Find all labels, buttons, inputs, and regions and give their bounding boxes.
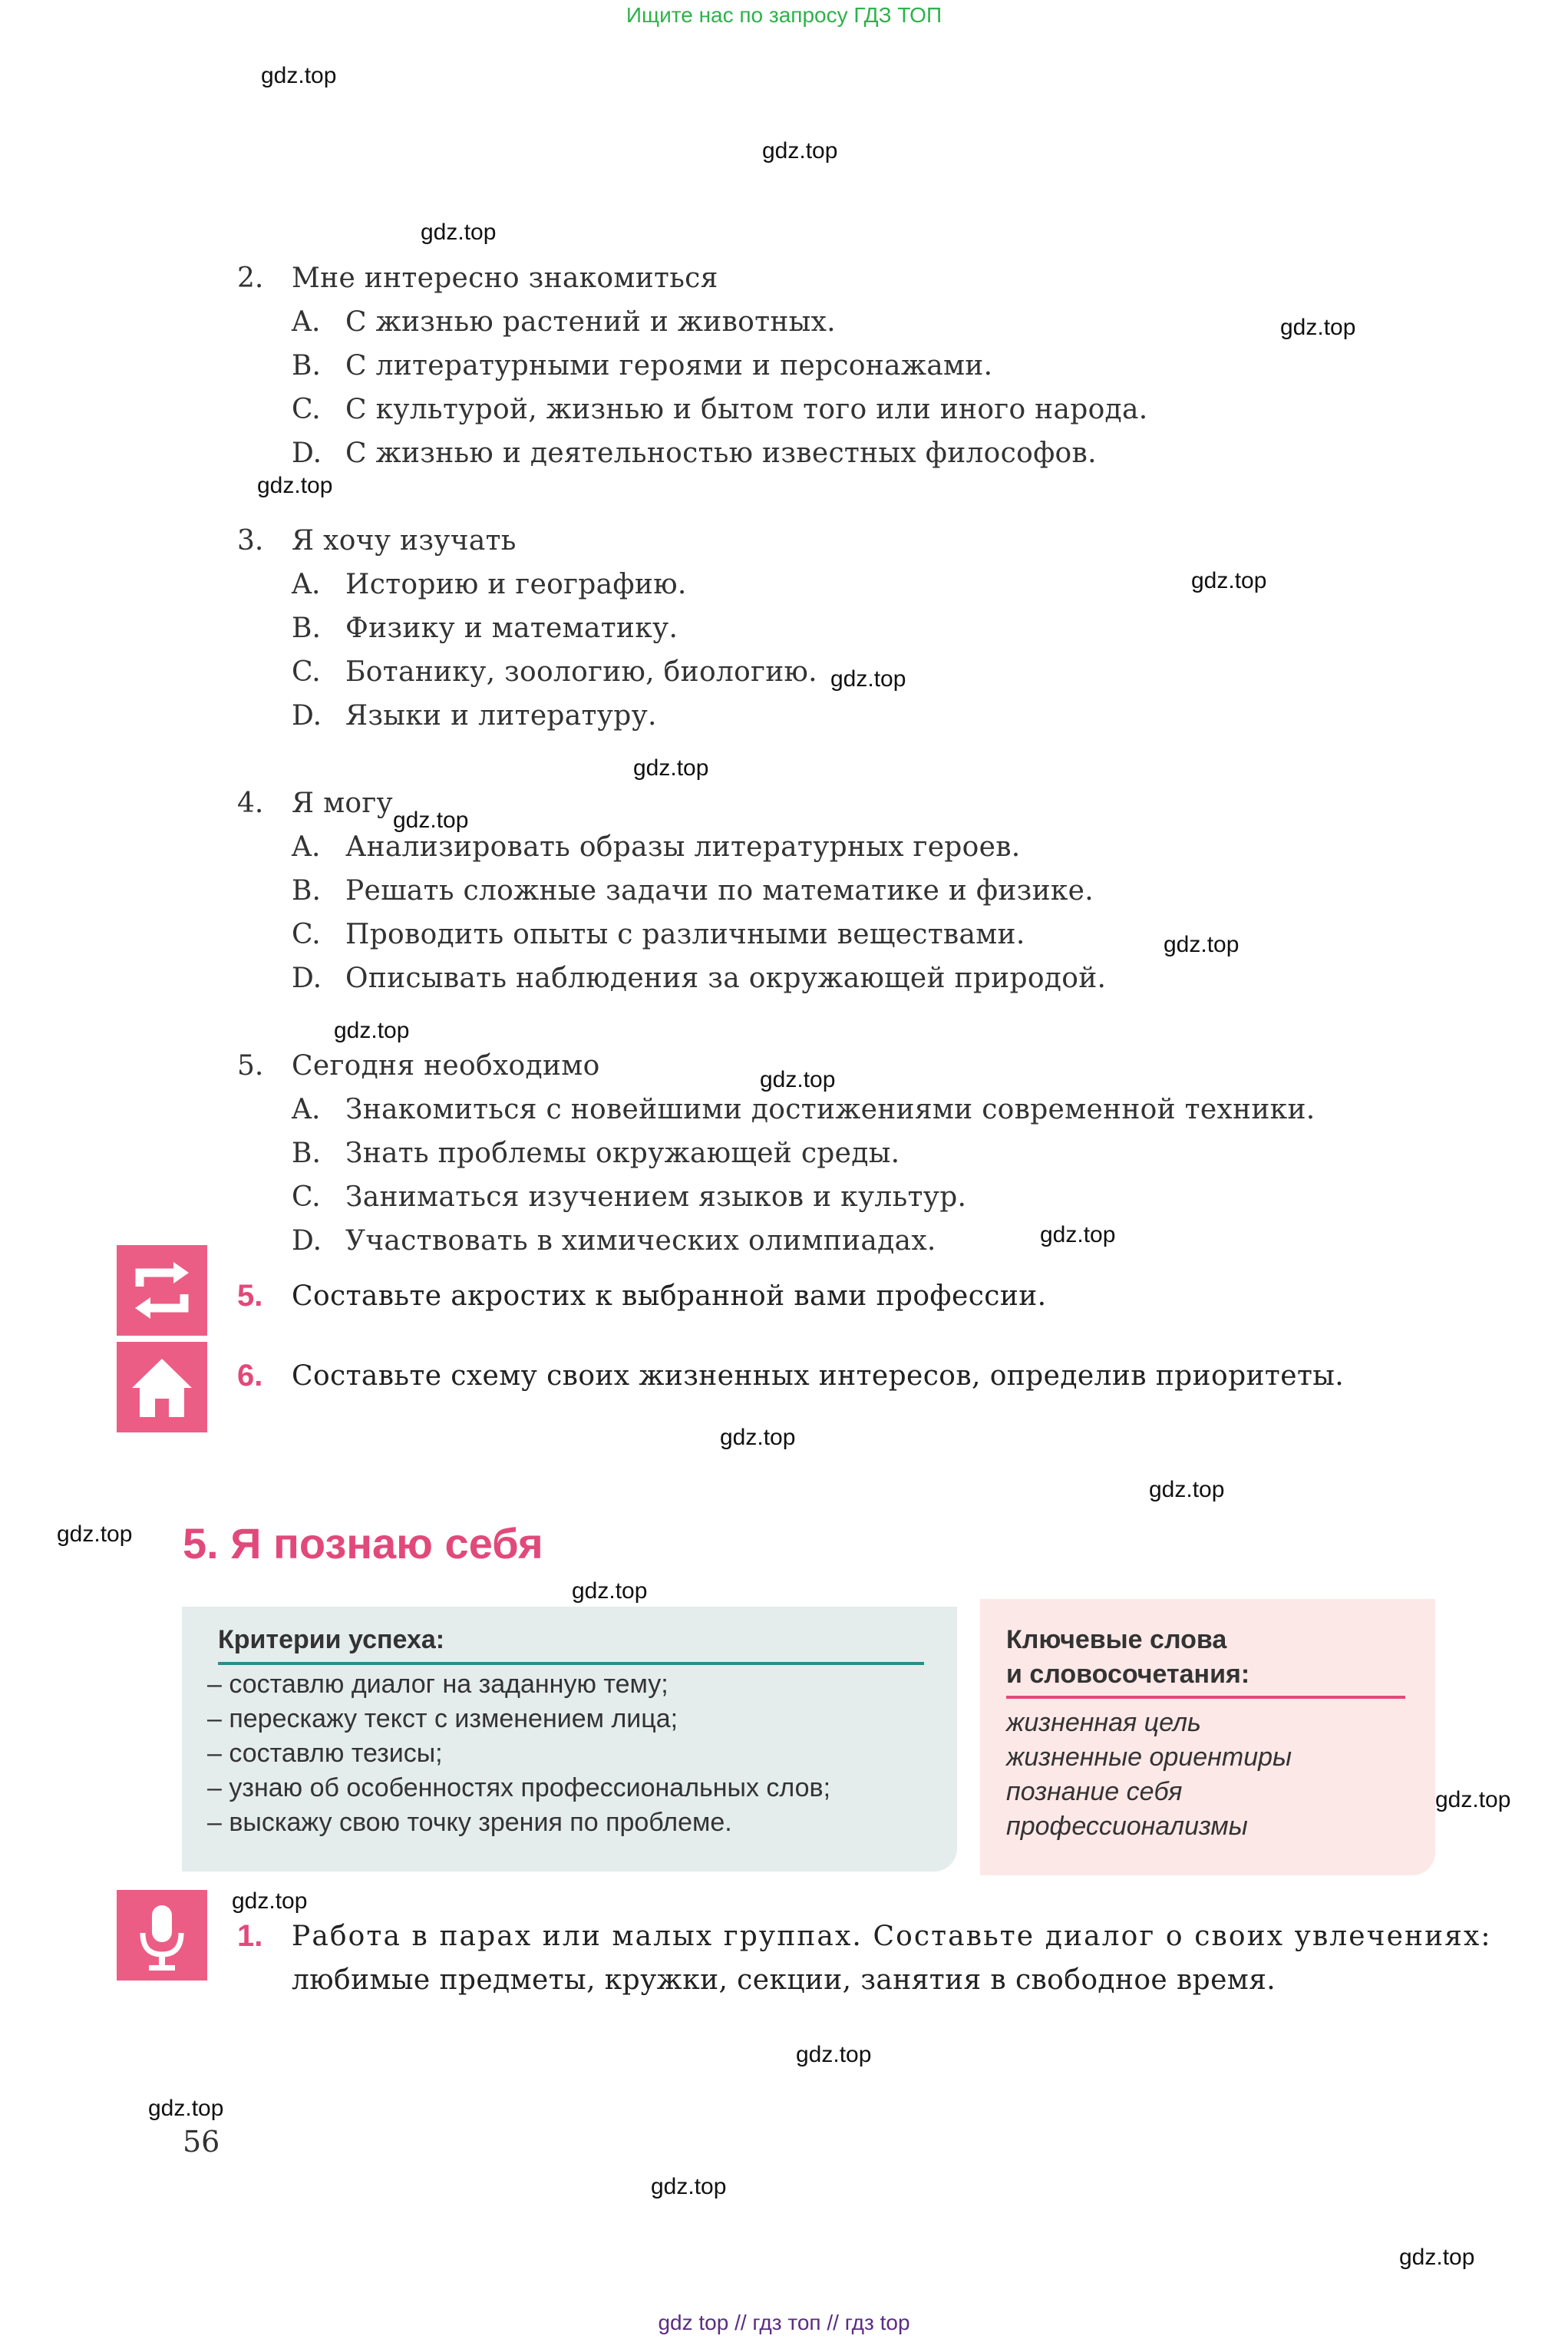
option-text: С литературными героями и персонажами. <box>345 350 993 382</box>
page-number: 56 <box>183 2125 220 2159</box>
option-letter: D. <box>292 700 322 732</box>
keyword-item: жизненная цель <box>1006 1708 1201 1737</box>
top-banner[interactable]: Ищите нас по запросу ГДЗ ТОП <box>626 3 942 27</box>
keywords-underline <box>1006 1696 1405 1699</box>
criteria-underline <box>218 1662 924 1665</box>
keywords-title-line2: и словосочетания: <box>1006 1660 1250 1689</box>
criteria-item: – узнаю об особенностях профессиональных слов; <box>207 1773 831 1802</box>
question-text: Я могу <box>292 788 394 819</box>
option-text: Знать проблемы окружающей среды. <box>345 1138 900 1169</box>
option-text: Решать сложные задачи по математике и физике. <box>345 875 1094 907</box>
task-text: Составьте акростих к выбранной вами профессии. <box>292 1280 1047 1312</box>
keyword-item: познание себя <box>1006 1777 1183 1806</box>
option-letter: A. <box>292 1094 321 1125</box>
option-letter: D. <box>292 963 322 994</box>
question-number: 5. <box>237 1050 264 1082</box>
keyword-item: жизненные ориентиры <box>1006 1743 1292 1772</box>
home-icon <box>117 1342 207 1432</box>
task-text: Составьте схему своих жизненных интересов, определив приоритеты. <box>292 1360 1345 1392</box>
option-letter: B. <box>292 613 321 644</box>
criteria-item: – перескажу текст с изменением лица; <box>207 1704 678 1733</box>
watermark: gdz.top <box>232 1888 308 1914</box>
option-letter: D. <box>292 1225 322 1257</box>
footer-links[interactable]: gdz top // гдз топ // гдз top <box>658 2311 910 2334</box>
option-text: Описывать наблюдения за окружающей природой. <box>345 963 1107 994</box>
option-letter: C. <box>292 394 321 425</box>
watermark: gdz.top <box>1164 932 1240 957</box>
keyword-item: профессионализмы <box>1006 1812 1248 1841</box>
watermark: gdz.top <box>830 666 906 692</box>
section-title: 5. Я познаю себя <box>183 1519 543 1568</box>
watermark: gdz.top <box>1280 315 1356 340</box>
option-letter: A. <box>292 569 321 600</box>
question-number: 4. <box>237 788 264 819</box>
option-letter: B. <box>292 350 321 382</box>
watermark: gdz.top <box>334 1018 410 1043</box>
option-letter: C. <box>292 656 321 688</box>
watermark: gdz.top <box>572 1578 648 1604</box>
keywords-title-line1: Ключевые слова <box>1006 1625 1227 1654</box>
question-text: Сегодня необходимо <box>292 1050 600 1082</box>
task-text-line1: Работа в парах или малых группах. Составьте диалог о своих увлечениях: <box>292 1921 1492 1952</box>
option-text: Физику и математику. <box>345 613 678 644</box>
watermark: gdz.top <box>261 63 337 88</box>
option-text: Участвовать в химических олимпиадах. <box>345 1225 936 1257</box>
option-letter: A. <box>292 306 321 338</box>
watermark: gdz.top <box>796 2042 872 2067</box>
watermark: gdz.top <box>1040 1222 1116 1247</box>
criteria-panel <box>182 1607 957 1872</box>
option-text: Проводить опыты с различными веществами. <box>345 919 1025 950</box>
task-number: 5. <box>237 1279 263 1313</box>
option-letter: C. <box>292 1181 321 1213</box>
option-letter: D. <box>292 438 322 469</box>
option-text: Ботанику, зоологию, биологию. <box>345 656 817 688</box>
option-letter: B. <box>292 1138 321 1169</box>
question-text: Я хочу изучать <box>292 525 517 557</box>
task-text-line2: любимые предметы, кружки, секции, занятия в свободное время. <box>292 1964 1276 1996</box>
watermark: gdz.top <box>1399 2245 1475 2270</box>
option-text: Языки и литературу. <box>345 700 657 732</box>
option-text: Анализировать образы литературных героев. <box>345 831 1021 863</box>
repeat-arrows-icon <box>117 1245 207 1336</box>
criteria-title: Критерии успеха: <box>218 1625 445 1654</box>
option-text: С культурой, жизнью и бытом того или иного народа. <box>345 394 1148 425</box>
watermark: gdz.top <box>148 2096 224 2121</box>
watermark: gdz.top <box>633 755 709 781</box>
criteria-item: – выскажу свою точку зрения по проблеме. <box>207 1808 732 1837</box>
watermark: gdz.top <box>257 473 333 498</box>
option-letter: C. <box>292 919 321 950</box>
option-text: С жизнью растений и животных. <box>345 306 836 338</box>
watermark: gdz.top <box>1435 1787 1511 1812</box>
watermark: gdz.top <box>762 138 838 164</box>
option-text: Историю и географию. <box>345 569 687 600</box>
option-letter: B. <box>292 875 321 907</box>
criteria-item: – составлю диалог на заданную тему; <box>207 1670 668 1699</box>
watermark: gdz.top <box>1191 568 1267 593</box>
watermark: gdz.top <box>760 1067 836 1092</box>
watermark: gdz.top <box>720 1425 796 1450</box>
watermark: gdz.top <box>421 220 497 245</box>
watermark: gdz.top <box>651 2174 727 2199</box>
question-text: Мне интересно знакомиться <box>292 263 718 294</box>
task-number: 1. <box>237 1919 263 1953</box>
option-text: Заниматься изучением языков и культур. <box>345 1181 967 1213</box>
option-text: С жизнью и деятельностью известных философов. <box>345 438 1097 469</box>
microphone-icon <box>117 1890 207 1981</box>
question-number: 3. <box>237 525 264 557</box>
watermark: gdz.top <box>1149 1477 1225 1502</box>
question-number: 2. <box>237 263 264 294</box>
keywords-panel <box>980 1599 1435 1875</box>
option-letter: A. <box>292 831 321 863</box>
task-number: 6. <box>237 1359 263 1392</box>
criteria-item: – составлю тезисы; <box>207 1739 443 1768</box>
option-text: Знакомиться с новейшими достижениями современной техники. <box>345 1094 1315 1125</box>
watermark: gdz.top <box>393 808 469 833</box>
watermark: gdz.top <box>57 1521 133 1547</box>
